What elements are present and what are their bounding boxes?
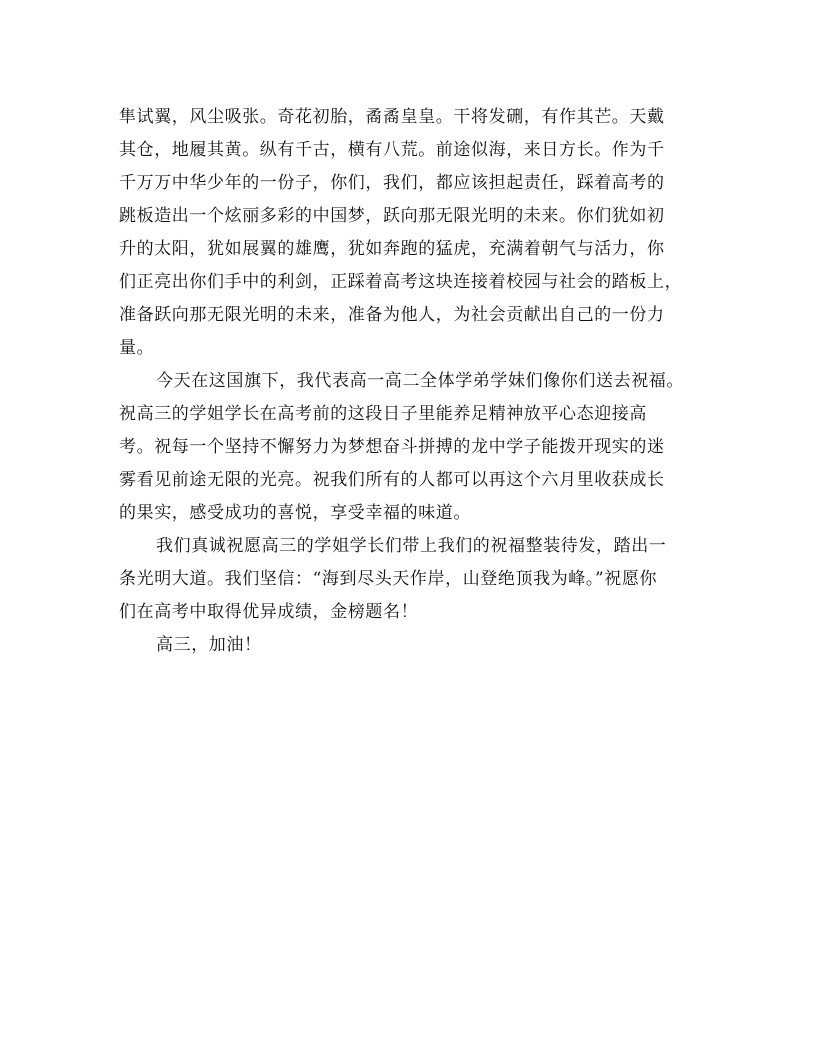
- text-line: 我们真诚祝愿高三的学姐学长们带上我们的祝福整装待发，踏出一: [156, 536, 667, 556]
- text-line: 雾看见前途无限的光亮。祝我们所有的人都可以再这个六月里收获成长: [119, 470, 665, 490]
- text-line: 隼试翼，风尘吸张。奇花初胎，矞矞皇皇。干将发硎，有作其芒。天戴: [119, 107, 665, 127]
- text-line: 准备跃向那无限光明的未来，准备为他人，为社会贡献出自己的一份力: [119, 305, 665, 325]
- text-line: 们正亮出你们手中的利剑，正踩着高考这块连接着校园与社会的踏板上，: [119, 272, 683, 292]
- text-line: 升的太阳，犹如展翼的雄鹰，犹如奔跑的猛虎，充满着朝气与活力，你: [119, 239, 665, 259]
- paragraph-1: [119, 101, 701, 365]
- text-line: 考。祝每一个坚持不懈努力为梦想奋斗拼搏的龙中学子能拨开现实的迷: [119, 437, 665, 457]
- text-line: 其仓，地履其黄。纵有千古，横有八荒。前途似海，来日方长。作为千: [119, 140, 665, 160]
- document-body: [119, 101, 701, 662]
- text-line: 祝高三的学姐学长在高考前的这段日子里能养足精神放平心态迎接高: [119, 404, 647, 424]
- text-line: 跳板造出一个炫丽多彩的中国梦，跃向那无限光明的未来。你们犹如初: [119, 206, 665, 226]
- paragraph-2: [119, 365, 701, 530]
- text-line: 们在高考中取得优异成绩，金榜题名！: [119, 602, 419, 622]
- text-line: 的果实，感受成功的喜悦，享受幸福的味道。: [119, 503, 471, 523]
- paragraph-3: [119, 530, 701, 629]
- text-line: 高三，加油！: [156, 635, 262, 655]
- text-line: 量。: [119, 338, 155, 358]
- paragraph-4: [119, 629, 701, 662]
- text-line: 今天在这国旗下，我代表高一高二全体学弟学妹们像你们送去祝福。: [156, 371, 684, 391]
- text-line: 条光明大道。我们坚信：“海到尽头天作岸，山登绝顶我为峰。”祝愿你: [119, 569, 658, 589]
- text-line: 千万万中华少年的一份子，你们，我们，都应该担起责任，踩着高考的: [119, 173, 665, 193]
